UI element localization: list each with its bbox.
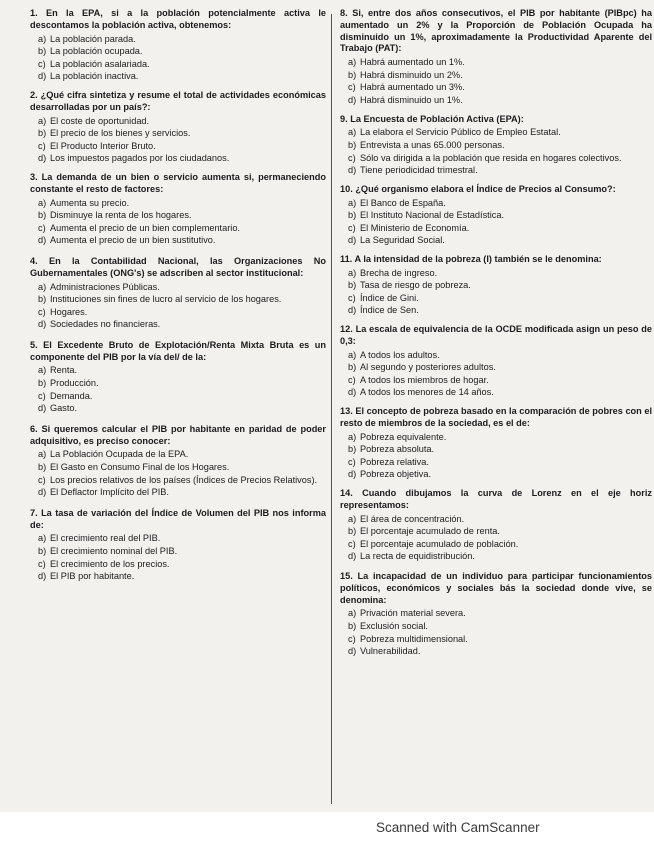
question-text: 3. La demanda de un bien o servicio aumenta si, permaneciendo constante el resto de factores: [30, 171, 326, 194]
option-text: Habrá disminuido un 2%. [360, 69, 463, 80]
option-letter: d) [348, 646, 357, 657]
answer-option [30, 33, 326, 46]
option-text: Gasto. [50, 403, 78, 414]
option-letter: b) [38, 462, 47, 473]
option-text: Brecha de ingreso. [360, 267, 438, 278]
answer-option [30, 377, 326, 390]
option-letter: d) [38, 235, 47, 246]
option-letter: d) [348, 551, 357, 562]
answer-option [30, 293, 326, 306]
question [30, 340, 326, 415]
option-text: Vulnerabilidad. [360, 646, 421, 657]
option-text: Índice de Gini. [360, 292, 419, 303]
question-text: 13. El concepto de pobreza basado en la comparación de pobres con el resto de miembros de la sociedad, es el de: [340, 406, 652, 428]
answer-option [340, 374, 652, 387]
option-text: Pobreza absoluta. [360, 444, 435, 455]
option-text: El coste de oportunidad. [50, 115, 150, 126]
option-letter: c) [348, 374, 356, 385]
option-letter: a) [38, 449, 47, 460]
option-letter: d) [38, 403, 47, 414]
option-text: Pobreza multidimensional. [360, 633, 468, 644]
option-text: A todos los miembros de hogar. [360, 374, 489, 385]
option-text: Los impuestos pagados por los ciudadanos. [50, 153, 230, 164]
question [340, 406, 652, 481]
answer-option [340, 197, 652, 210]
question-text: 2. ¿Qué cifra sintetiza y resume el total de actividades económicas desarrolladas por un país?: [30, 89, 326, 112]
answer-option [340, 431, 652, 444]
answer-option [340, 386, 652, 399]
answer-option [30, 545, 326, 558]
option-text: Aumenta el precio de un bien complementario. [50, 222, 240, 233]
option-text: El Gasto en Consumo Final de los Hogares. [50, 462, 230, 473]
answer-option [340, 304, 652, 317]
question [30, 90, 326, 165]
answer-option [30, 70, 326, 83]
option-letter: b) [348, 444, 357, 455]
answer-option [30, 402, 326, 415]
answer-option [340, 443, 652, 456]
option-letter: c) [38, 222, 46, 233]
option-text: La recta de equidistribución. [360, 551, 475, 562]
option-letter: c) [38, 58, 46, 69]
question-text: 1. En la EPA, si a la población potencialmente activa le descontamos la población activa, obtenemos: [30, 8, 326, 30]
option-letter: d) [38, 153, 47, 164]
option-text: Disminuye la renta de los hogares. [50, 210, 192, 221]
answer-option [340, 234, 652, 247]
answer-option [340, 550, 652, 563]
answer-option [30, 390, 326, 403]
option-letter: a) [38, 281, 47, 292]
option-letter: b) [38, 210, 47, 221]
option-text: Tiene periodicidad trimestral. [360, 165, 478, 176]
option-letter: d) [348, 165, 357, 176]
option-letter: c) [348, 538, 356, 549]
option-letter: c) [348, 152, 356, 163]
option-text: La población parada. [50, 33, 136, 44]
question [340, 254, 652, 317]
question [340, 571, 652, 658]
answer-option [30, 222, 326, 235]
option-text: Renta. [50, 365, 78, 376]
option-text: La elabora el Servicio Público de Empleo Estatal. [360, 127, 561, 138]
option-text: Exclusión social. [360, 620, 428, 631]
question [30, 424, 326, 499]
option-text: Habrá aumentado un 3%. [360, 82, 465, 93]
option-letter: c) [348, 222, 356, 233]
option-letter: a) [348, 267, 357, 278]
option-text: El Producto Interior Bruto. [50, 140, 156, 151]
answer-option [340, 645, 652, 658]
option-letter: a) [38, 365, 47, 376]
option-text: Habrá disminuido un 1%. [360, 94, 463, 105]
option-letter: d) [348, 94, 357, 105]
option-letter: a) [38, 33, 47, 44]
option-text: El área de concentración. [360, 513, 465, 524]
option-text: Privación material severa. [360, 608, 466, 619]
answer-option [340, 607, 652, 620]
option-letter: b) [348, 210, 357, 221]
option-text: El Banco de España. [360, 197, 446, 208]
option-letter: a) [348, 513, 357, 524]
option-text: El porcentaje acumulado de población. [360, 538, 519, 549]
option-text: La población asalariada. [50, 58, 150, 69]
option-letter: d) [348, 305, 357, 316]
answer-option [30, 209, 326, 222]
option-text: Administraciones Públicas. [50, 281, 160, 292]
answer-option [340, 267, 652, 280]
option-letter: d) [38, 571, 47, 582]
option-text: El precio de los bienes y servicios. [50, 128, 191, 139]
option-text: El crecimiento de los precios. [50, 558, 170, 569]
option-letter: b) [348, 69, 357, 80]
left-column [30, 8, 326, 583]
option-letter: c) [348, 456, 356, 467]
answer-option [30, 306, 326, 319]
option-letter: c) [348, 292, 356, 303]
option-text: La población ocupada. [50, 46, 143, 57]
answer-option [340, 468, 652, 481]
answer-option [340, 633, 652, 646]
answer-option [340, 81, 652, 94]
answer-option [30, 474, 326, 487]
question-text: 15. La incapacidad de un individuo para participar funcionamientos políticos, económicos y sociales bás la sociedad donde vive, se denomina: [340, 570, 652, 605]
answer-option [30, 45, 326, 58]
option-letter: b) [38, 46, 47, 57]
option-letter: b) [38, 294, 47, 305]
answer-option [340, 126, 652, 139]
question-text: 8. Si, entre dos años consecutivos, el PIB por habitante (PIBpc) ha aumentado un 2% y la Proporción de Población Ocupada ha disminuido un 1%, aproximadamente la Productividad Aparente del Trabajo (PAT): [340, 8, 652, 54]
option-text: El crecimiento real del PIB. [50, 533, 161, 544]
answer-option [30, 318, 326, 331]
option-letter: a) [348, 127, 357, 138]
option-text: Pobreza relativa. [360, 456, 429, 467]
option-text: Tasa de riesgo de pobreza. [360, 280, 471, 291]
option-letter: c) [38, 558, 46, 569]
option-letter: a) [38, 197, 47, 208]
option-letter: d) [38, 487, 47, 498]
answer-option [340, 620, 652, 633]
option-letter: c) [38, 390, 46, 401]
option-letter: b) [348, 280, 357, 291]
question-text: 14. Cuando dibujamos la curva de Lorenz en el eje horiz representamos: [340, 488, 652, 510]
answer-option [340, 152, 652, 165]
option-letter: a) [348, 197, 357, 208]
answer-option [340, 525, 652, 538]
question [340, 8, 652, 107]
option-letter: c) [348, 633, 356, 644]
option-text: Hogares. [50, 306, 88, 317]
answer-option [30, 448, 326, 461]
question-text: 10. ¿Qué organismo elabora el Índice de Precios al Consumo?: [340, 183, 616, 194]
answer-option [30, 58, 326, 71]
option-text: Demanda. [50, 390, 93, 401]
option-letter: a) [348, 608, 357, 619]
answer-option [340, 164, 652, 177]
column-divider [331, 14, 332, 804]
option-letter: c) [38, 306, 46, 317]
option-text: La Población Ocupada de la EPA. [50, 449, 189, 460]
option-letter: a) [348, 431, 357, 442]
option-letter: b) [348, 620, 357, 631]
answer-option [340, 94, 652, 107]
option-text: El Instituto Nacional de Estadística. [360, 210, 505, 221]
option-letter: d) [38, 71, 47, 82]
answer-option [30, 140, 326, 153]
answer-option [30, 152, 326, 165]
question-text: 7. La tasa de variación del Índice de Volumen del PIB nos informa de: [30, 507, 326, 530]
answer-option [340, 513, 652, 526]
option-text: El crecimiento nominal del PIB. [50, 546, 178, 556]
answer-option [30, 532, 326, 545]
option-text: Sociedades no financieras. [50, 319, 161, 330]
answer-option [340, 349, 652, 362]
question [30, 172, 326, 247]
question [340, 324, 652, 399]
answer-option [30, 364, 326, 377]
option-text: El Deflactor Implícito del PIB. [50, 487, 169, 498]
answer-option [340, 456, 652, 469]
answer-option [340, 139, 652, 152]
question-text: 9. La Encuesta de Población Activa (EPA): [340, 113, 524, 124]
option-text: Al segundo y posteriores adultos. [360, 362, 496, 373]
option-text: A todos los menores de 14 años. [360, 387, 494, 398]
option-letter: a) [38, 533, 47, 544]
option-text: Pobreza objetiva. [360, 469, 431, 480]
option-text: Entrevista a unas 65.000 personas. [360, 139, 505, 150]
option-letter: b) [348, 526, 357, 537]
answer-option [30, 486, 326, 499]
question [30, 256, 326, 331]
option-letter: b) [38, 378, 47, 389]
option-text: A todos los adultos. [360, 349, 440, 360]
option-letter: a) [348, 349, 357, 360]
option-text: La población inactiva. [50, 71, 139, 82]
option-letter: c) [38, 140, 46, 151]
question-text: 5. El Excedente Bruto de Explotación/Renta Mixta Bruta es un componente del PIB por la vía del/ de la: [30, 339, 326, 362]
question-text: 6. Si queremos calcular el PIB por habitante en paridad de poder adquisitivo, es preciso conocer: [30, 423, 326, 446]
answer-option [30, 197, 326, 210]
option-text: Instituciones sin fines de lucro al servicio de los hogares. [50, 294, 282, 305]
question [340, 114, 652, 177]
question [30, 508, 326, 583]
answer-option [30, 461, 326, 474]
option-letter: c) [348, 82, 356, 93]
question-text: 11. A la intensidad de la pobreza (I) también se le denomina: [340, 253, 602, 264]
answer-option [30, 558, 326, 571]
option-text: El PIB por habitante. [50, 571, 135, 582]
option-letter: d) [348, 469, 357, 480]
question-text: 4. En la Contabilidad Nacional, las Organizaciones No Gubernamentales (ONG's) se adscriben al sector institucional: [30, 255, 326, 278]
option-text: El Ministerio de Economía. [360, 222, 470, 233]
option-letter: b) [38, 546, 47, 556]
scanner-watermark: Scanned with CamScanner [376, 820, 540, 835]
answer-option [30, 127, 326, 140]
option-text: Índice de Sen. [360, 305, 419, 316]
answer-option [340, 209, 652, 222]
option-text: Pobreza equivalente. [360, 431, 447, 442]
answer-option [340, 538, 652, 551]
answer-option [340, 222, 652, 235]
option-text: Sólo va dirigida a la población que resida en hogares colectivos. [360, 152, 622, 163]
option-text: Habrá aumentado un 1%. [360, 57, 465, 68]
option-text: Los precios relativos de los países (Índices de Precios Relativos). [50, 474, 318, 485]
answer-option [30, 281, 326, 294]
option-letter: b) [348, 362, 357, 373]
option-letter: b) [38, 128, 47, 139]
question [340, 184, 652, 247]
answer-option [340, 56, 652, 69]
answer-option [340, 361, 652, 374]
option-text: El porcentaje acumulado de renta. [360, 526, 500, 537]
answer-option [30, 570, 326, 583]
answer-option [30, 234, 326, 247]
option-letter: a) [38, 115, 47, 126]
option-letter: a) [348, 57, 357, 68]
answer-option [30, 115, 326, 128]
question [340, 488, 652, 563]
option-letter: b) [348, 139, 357, 150]
option-letter: c) [38, 474, 46, 485]
option-text: Aumenta el precio de un bien sustitutivo. [50, 235, 216, 246]
answer-option [340, 69, 652, 82]
question-text: 12. La escala de equivalencia de la OCDE modificada asign un peso de 0,3: [340, 324, 652, 346]
option-text: Aumenta su precio. [50, 197, 130, 208]
option-text: La Seguridad Social. [360, 235, 445, 246]
right-column [340, 8, 652, 658]
answer-option [340, 279, 652, 292]
option-letter: d) [348, 387, 357, 398]
option-text: Producción. [50, 378, 99, 389]
option-letter: d) [38, 319, 47, 330]
answer-option [340, 292, 652, 305]
question [30, 8, 326, 83]
option-letter: d) [348, 235, 357, 246]
